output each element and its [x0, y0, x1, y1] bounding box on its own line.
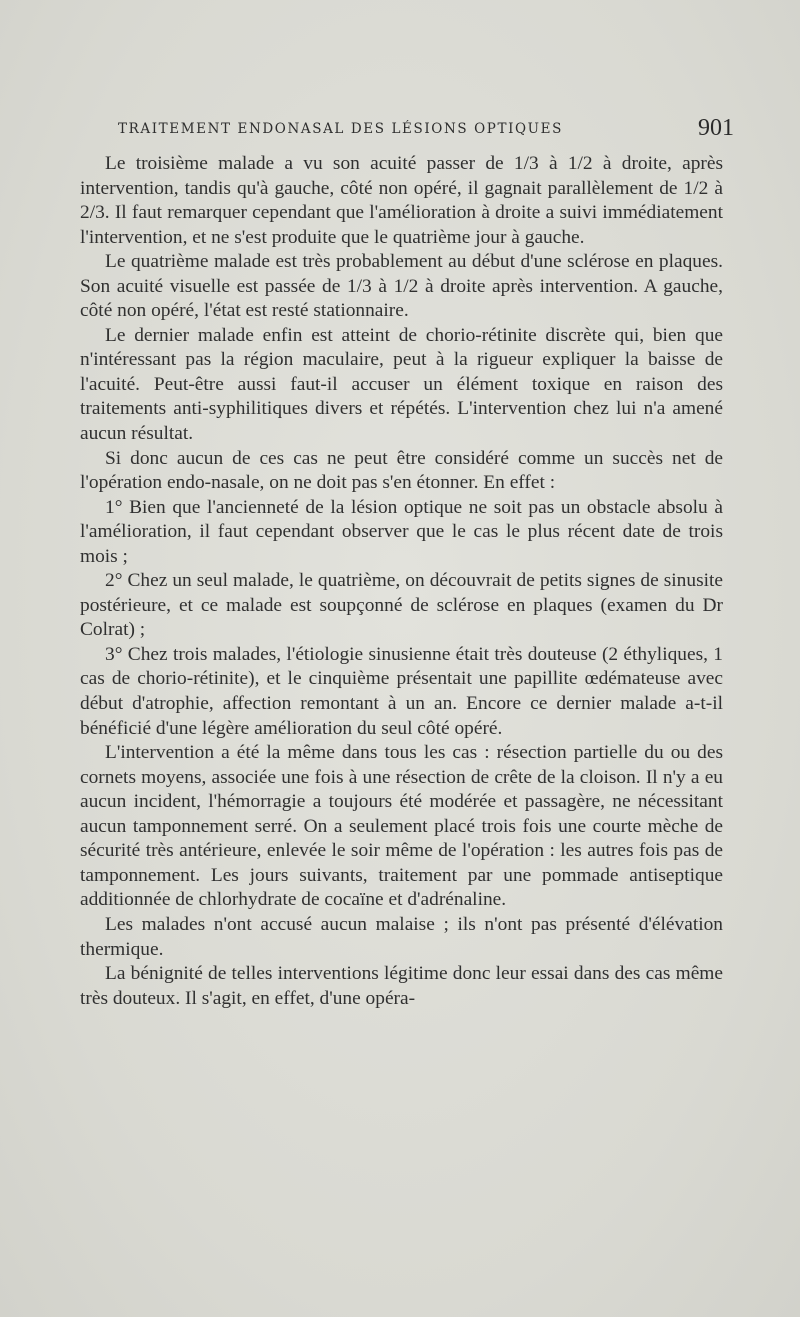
body-text	[80, 152, 723, 1011]
paragraph: Le dernier malade enfin est atteint de chorio-rétinite discrète qui, bien que n'intéressant pas la région maculaire, peut à la rigueur expliquer la baisse de l'acuité. Peut-être aussi faut-il accuser un élément toxique en raison des traitements anti-syphilitiques divers et répétés. L'intervention chez lui n'a amené aucun résultat.	[80, 324, 723, 445]
running-title: TRAITEMENT ENDONASAL DES LÉSIONS OPTIQUES	[118, 121, 563, 137]
paragraph: Les malades n'ont accusé aucun malaise ; ils n'ont pas présenté d'élévation thermique.	[80, 913, 723, 960]
paragraph: La bénignité de telles interventions légitime donc leur essai dans des cas même très douteux. Il s'agit, en effet, d'une opéra-	[80, 963, 723, 1009]
paragraph: 3° Chez trois malades, l'étiologie sinusienne était très douteuse (2 éthyliques, 1 cas de chorio-rétinite), et le cinquième présentait une papillite œdémateuse avec début d'atrophie, affection remontant à un an. Encore ce dernier malade a-t-il bénéficié d'une légère amélioration du seul côté opéré.	[80, 643, 723, 739]
page-header	[80, 115, 734, 147]
page-number: 901	[698, 115, 734, 141]
paragraph: L'intervention a été la même dans tous les cas : résection partielle du ou des cornets moyens, associée une fois à une résection de crête de la cloison. Il n'y a eu aucun incident, l'hémorragie a toujours été modérée et passagère, ne nécessitant aucun tamponnement serré. On a seulement placé trois fois une courte mèche de sécurité très antérieure, enlevée le soir même de l'opération : les autres fois pas de tamponnement. Les jours suivants, traitement par une pommade antiseptique additionnée de chlorhydrate de cocaïne et d'adrénaline.	[80, 742, 723, 911]
paragraph: Le quatrième malade est très probablement au début d'une sclérose en plaques. Son acuité visuelle est passée de 1/3 à 1/2 à droite après intervention. A gauche, côté non opéré, l'état est resté stationnaire.	[80, 251, 723, 322]
paragraph: 1° Bien que l'ancienneté de la lésion optique ne soit pas un obstacle absolu à l'amélioration, il faut cependant observer que le cas le plus récent date de trois mois ;	[80, 496, 723, 567]
paragraph: Le troisième malade a vu son acuité passer de 1/3 à 1/2 à droite, après intervention, tandis qu'à gauche, côté non opéré, il gagnait parallèlement de 1/2 à 2/3. Il faut remarquer cependant que l'amélioration à droite a suivi immédiatement l'intervention, et ne s'est produite que le quatrième jour à gauche.	[80, 153, 723, 248]
paragraph: Si donc aucun de ces cas ne peut être considéré comme un succès net de l'opération endo-nasale, on ne doit pas s'en étonner. En effet :	[80, 447, 723, 494]
paragraph: 2° Chez un seul malade, le quatrième, on découvrait de petits signes de sinusite postérieure, et ce malade est soupçonné de sclérose en plaques (examen du Dr Colrat) ;	[80, 570, 723, 641]
